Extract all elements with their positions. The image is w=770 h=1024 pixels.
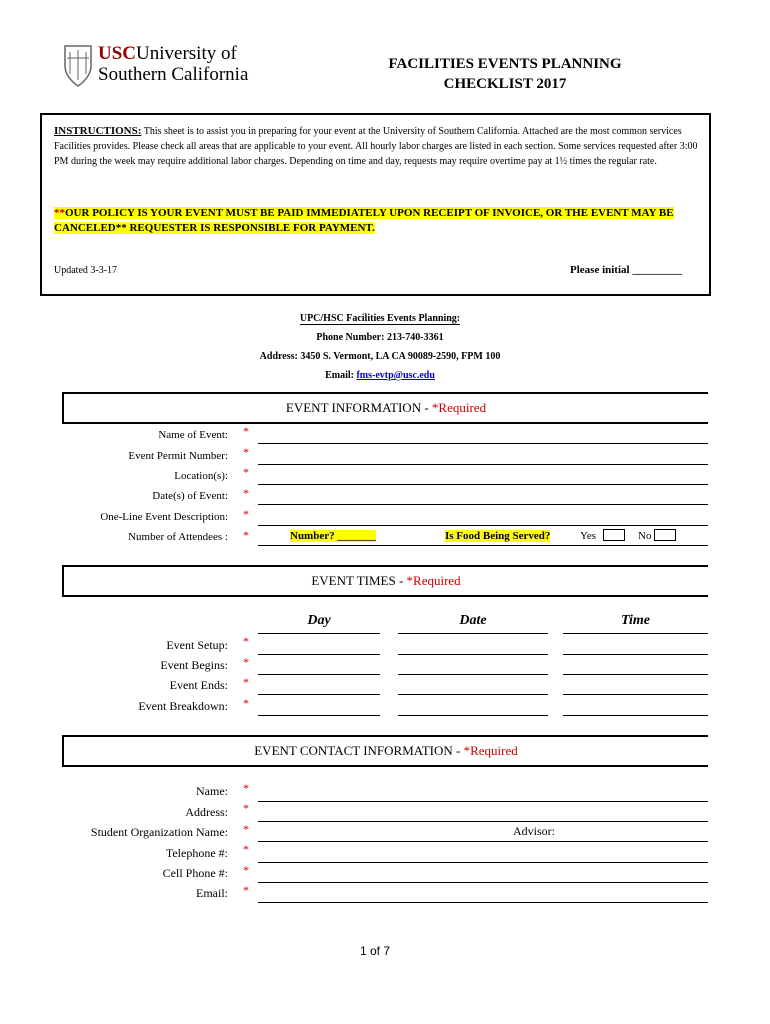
begins-day-input[interactable]: [258, 674, 380, 675]
name-of-event-label: Name of Event:: [158, 429, 228, 441]
date-column-header: Date: [459, 613, 487, 628]
locations-input[interactable]: [258, 484, 708, 485]
required-star: *: [243, 863, 249, 877]
updated-date: Updated 3-3-17: [54, 265, 118, 276]
required-star: *: [243, 675, 249, 689]
required-star: *: [243, 486, 249, 500]
begins-date-input[interactable]: [398, 674, 548, 675]
no-label: No: [638, 530, 652, 542]
instructions-text: INSTRUCTIONS: This sheet is to assist you in preparing for your event at the University of Southern California. Attached are the most common services Facilities provides. Please check all areas that are applicable to your event. All hourly labor charges are listed in each section. Some services requested after 3:00 PM during the week may require additional labor charges. Depending on time and day, requests may require overtime pay at 1½ times the regular rate.: [54, 125, 698, 167]
event-permit-input[interactable]: [258, 464, 708, 465]
begins-time-input[interactable]: [563, 674, 708, 675]
event-breakdown-label: Event Breakdown:: [138, 699, 228, 713]
contact-address-input[interactable]: [258, 821, 708, 822]
required-star: *: [243, 801, 249, 815]
student-org-label: Student Organization Name:: [90, 825, 228, 839]
ends-date-input[interactable]: [398, 694, 548, 695]
yes-label: Yes: [580, 530, 597, 542]
time-column-header: Time: [620, 613, 651, 628]
name-of-event-input[interactable]: [258, 443, 708, 444]
description-label: One-Line Event Description:: [100, 511, 228, 523]
breakdown-date-input[interactable]: [398, 715, 548, 716]
dates-label: Date(s) of Event:: [152, 490, 228, 502]
telephone-label: Telephone #:: [165, 846, 228, 860]
initial-field[interactable]: Please initial _________: [570, 264, 682, 276]
event-permit-label: Event Permit Number:: [128, 450, 228, 462]
required-star: *: [243, 528, 249, 542]
time-column-rule: [563, 633, 708, 634]
telephone-input[interactable]: [258, 862, 708, 863]
required-star: *: [243, 883, 249, 897]
locations-label: Location(s):: [174, 470, 228, 482]
contact-name-input[interactable]: [258, 801, 708, 802]
event-ends-label: Event Ends:: [169, 678, 228, 692]
logo-line1: USCUniversity of: [98, 43, 237, 64]
breakdown-day-input[interactable]: [258, 715, 380, 716]
logo-line2: Southern California: [98, 64, 249, 85]
setup-time-input[interactable]: [563, 654, 708, 655]
page-title: FACILITIES EVENTS PLANNING CHECKLIST 2017: [388, 56, 622, 92]
office-contact: UPC/HSC Facilities Events Planning: Phone Number: 213-740-3361 Address: 3450 S. Vermont, LA CA 90089-2590, FPM 100 Email: fms-evtp@usc.edu: [259, 313, 501, 381]
required-star: *: [243, 465, 249, 479]
setup-date-input[interactable]: [398, 654, 548, 655]
event-begins-label: Event Begins:: [160, 658, 228, 672]
required-star: *: [243, 445, 249, 459]
contact-email-label: Email:: [196, 886, 228, 900]
required-star: *: [243, 822, 249, 836]
required-star: *: [243, 842, 249, 856]
attendees-label: Number of Attendees :: [128, 531, 228, 543]
required-star: *: [243, 655, 249, 669]
email-link[interactable]: fms-evtp@usc.edu: [356, 370, 435, 381]
usc-seal-icon: [62, 44, 94, 88]
cell-phone-label: Cell Phone #:: [162, 866, 228, 880]
ends-time-input[interactable]: [563, 694, 708, 695]
no-checkbox[interactable]: [654, 529, 676, 541]
yes-checkbox[interactable]: [603, 529, 625, 541]
required-star: *: [243, 424, 249, 438]
contact-address-label: Address:: [185, 805, 228, 819]
setup-day-input[interactable]: [258, 654, 380, 655]
date-column-rule: [398, 633, 548, 634]
ends-day-input[interactable]: [258, 694, 380, 695]
contact-name-label: Name:: [196, 784, 228, 798]
description-input[interactable]: [258, 525, 708, 526]
day-column-header: Day: [307, 613, 331, 628]
required-star: *: [243, 634, 249, 648]
event-information-header: EVENT INFORMATION - *Required: [62, 392, 708, 424]
attendees-input[interactable]: [258, 545, 708, 546]
required-star: *: [243, 507, 249, 521]
page-number: 1 of 7: [360, 944, 391, 958]
number-attendees-field[interactable]: Number? _______: [290, 530, 376, 542]
event-contact-header: EVENT CONTACT INFORMATION - *Required: [62, 735, 708, 767]
food-served-label: Is Food Being Served?: [445, 530, 551, 542]
event-setup-label: Event Setup:: [166, 638, 228, 652]
event-times-header: EVENT TIMES - *Required: [62, 565, 708, 597]
cell-phone-input[interactable]: [258, 882, 708, 883]
required-star: *: [243, 781, 249, 795]
dates-input[interactable]: [258, 504, 708, 505]
required-star: *: [243, 696, 249, 710]
breakdown-time-input[interactable]: [563, 715, 708, 716]
student-org-input[interactable]: [258, 841, 708, 842]
advisor-label: Advisor:: [513, 824, 555, 838]
day-column-rule: [258, 633, 380, 634]
contact-email-input[interactable]: [258, 902, 708, 903]
payment-policy: **OUR POLICY IS YOUR EVENT MUST BE PAID IMMEDIATELY UPON RECEIPT OF INVOICE, OR THE EVENT MAY BE CANCELED** REQUESTER IS RESPONSIBLE FOR PAYMENT.: [54, 207, 674, 234]
